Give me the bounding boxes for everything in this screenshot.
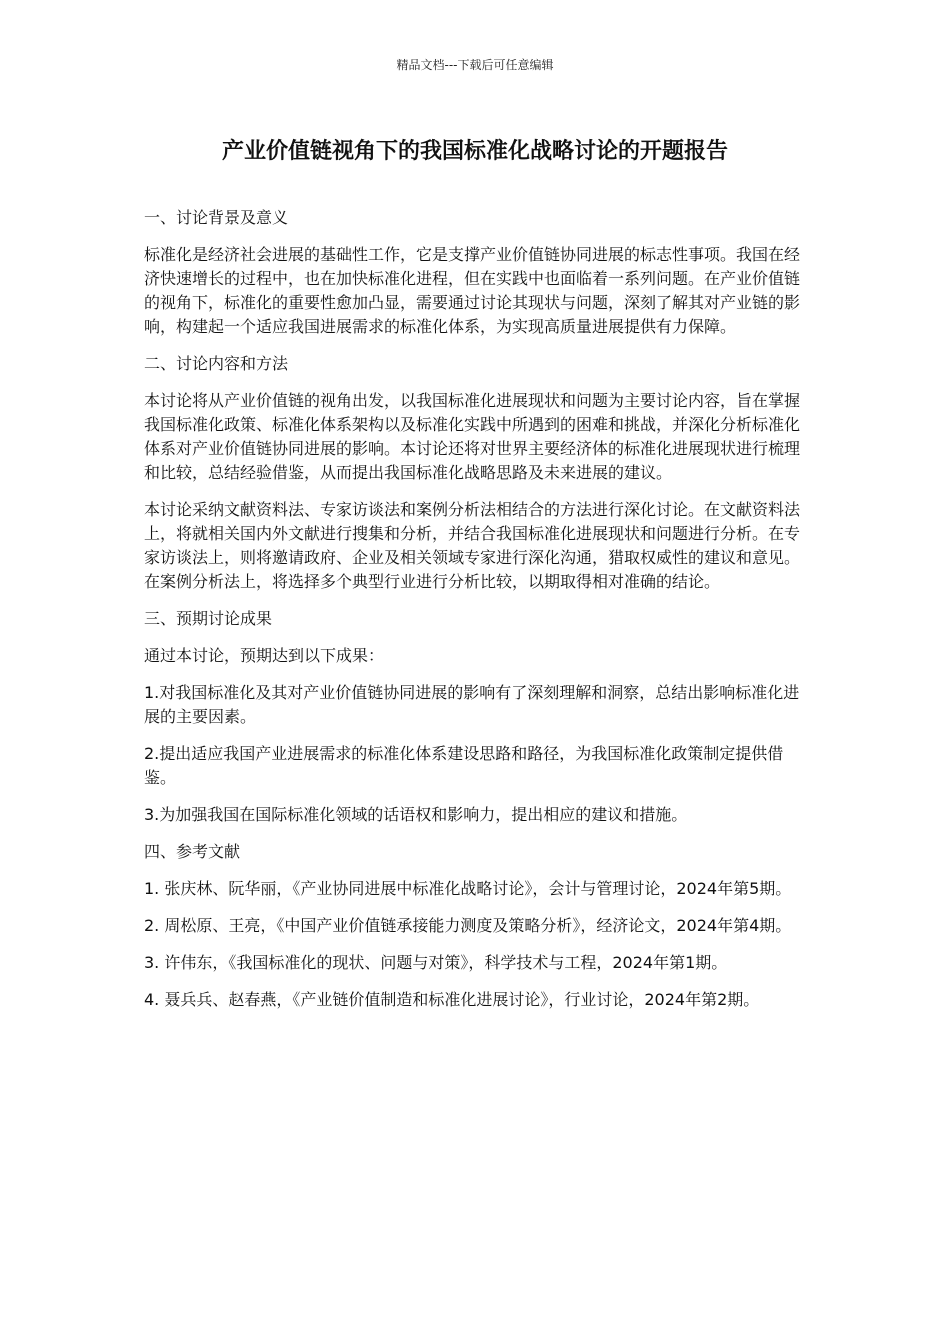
- header-note: 精品文档---下载后可任意编辑: [396, 58, 554, 72]
- list-item-result-3: 3.为加强我国在国际标准化领域的话语权和影响力，提出相应的建议和措施。: [144, 805, 688, 824]
- reference-item-2: 2. 周松原、王亮，《中国产业价值链承接能力测度及策略分析》，经济论文，2024年第4期。: [144, 916, 792, 935]
- list-item-result-2: 2.提出适应我国产业进展需求的标准化体系建设思路和路径，为我国标准化政策制定提供借鉴。: [144, 744, 784, 787]
- section-heading-expected-results: 三、预期讨论成果: [144, 609, 273, 628]
- section-heading-references: 四、参考文献: [144, 842, 241, 861]
- paragraph-background: 标准化是经济社会进展的基础性工作，它是支撑产业价值链协同进展的标志性事项。我国在经济快速增长的过程中，也在加快标准化进程，但在实践中也面临着一系列问题。在产业价值链的视角下，标准化的重要性愈加凸显，需要通过讨论其现状与问题，深刻了解其对产业链的影响，构建起一个适应我国进展需求的标准化体系，为实现高质量进展提供有力保障。: [144, 245, 801, 336]
- reference-item-4: 4. 聂兵兵、赵春燕，《产业链价值制造和标准化进展讨论》，行业讨论，2024年第2期。: [144, 990, 760, 1009]
- reference-item-3: 3. 许伟东，《我国标准化的现状、问题与对策》，科学技术与工程，2024年第1期。: [144, 953, 728, 972]
- paragraph-methods: 本讨论采纳文献资料法、专家访谈法和案例分析法相结合的方法进行深化讨论。在文献资料法上，将就相关国内外文献进行搜集和分析，并结合我国标准化进展现状和问题进行分析。在专家访谈法上，则将邀请政府、企业及相关领域专家进行深化沟通，猎取权威性的建议和意见。在案例分析法上，将选择多个典型行业进行分析比较，以期取得相对准确的结论。: [144, 500, 801, 591]
- section-heading-background: 一、讨论背景及意义: [144, 208, 289, 227]
- reference-item-1: 1. 张庆林、阮华丽，《产业协同进展中标准化战略讨论》，会计与管理讨论，2024年第5期。: [144, 879, 792, 898]
- paragraph-content: 本讨论将从产业价值链的视角出发，以我国标准化进展现状和问题为主要讨论内容，旨在掌握我国标准化政策、标准化体系架构以及标准化实践中所遇到的困难和挑战，并深化分析标准化体系对产业价值链协同进展的影响。本讨论还将对世界主要经济体的标准化进展现状进行梳理和比较，总结经验借鉴，从而提出我国标准化战略思路及未来进展的建议。: [144, 391, 801, 482]
- paragraph-results-intro: 通过本讨论，预期达到以下成果：: [144, 646, 385, 665]
- document-title: 产业价值链视角下的我国标准化战略讨论的开题报告: [221, 139, 728, 164]
- list-item-result-1: 1.对我国标准化及其对产业价值链协同进展的影响有了深刻理解和洞察，总结出影响标准化进展的主要因素。: [144, 683, 800, 726]
- document-body: [144, 206, 810, 1025]
- section-heading-content-methods: 二、讨论内容和方法: [144, 354, 289, 373]
